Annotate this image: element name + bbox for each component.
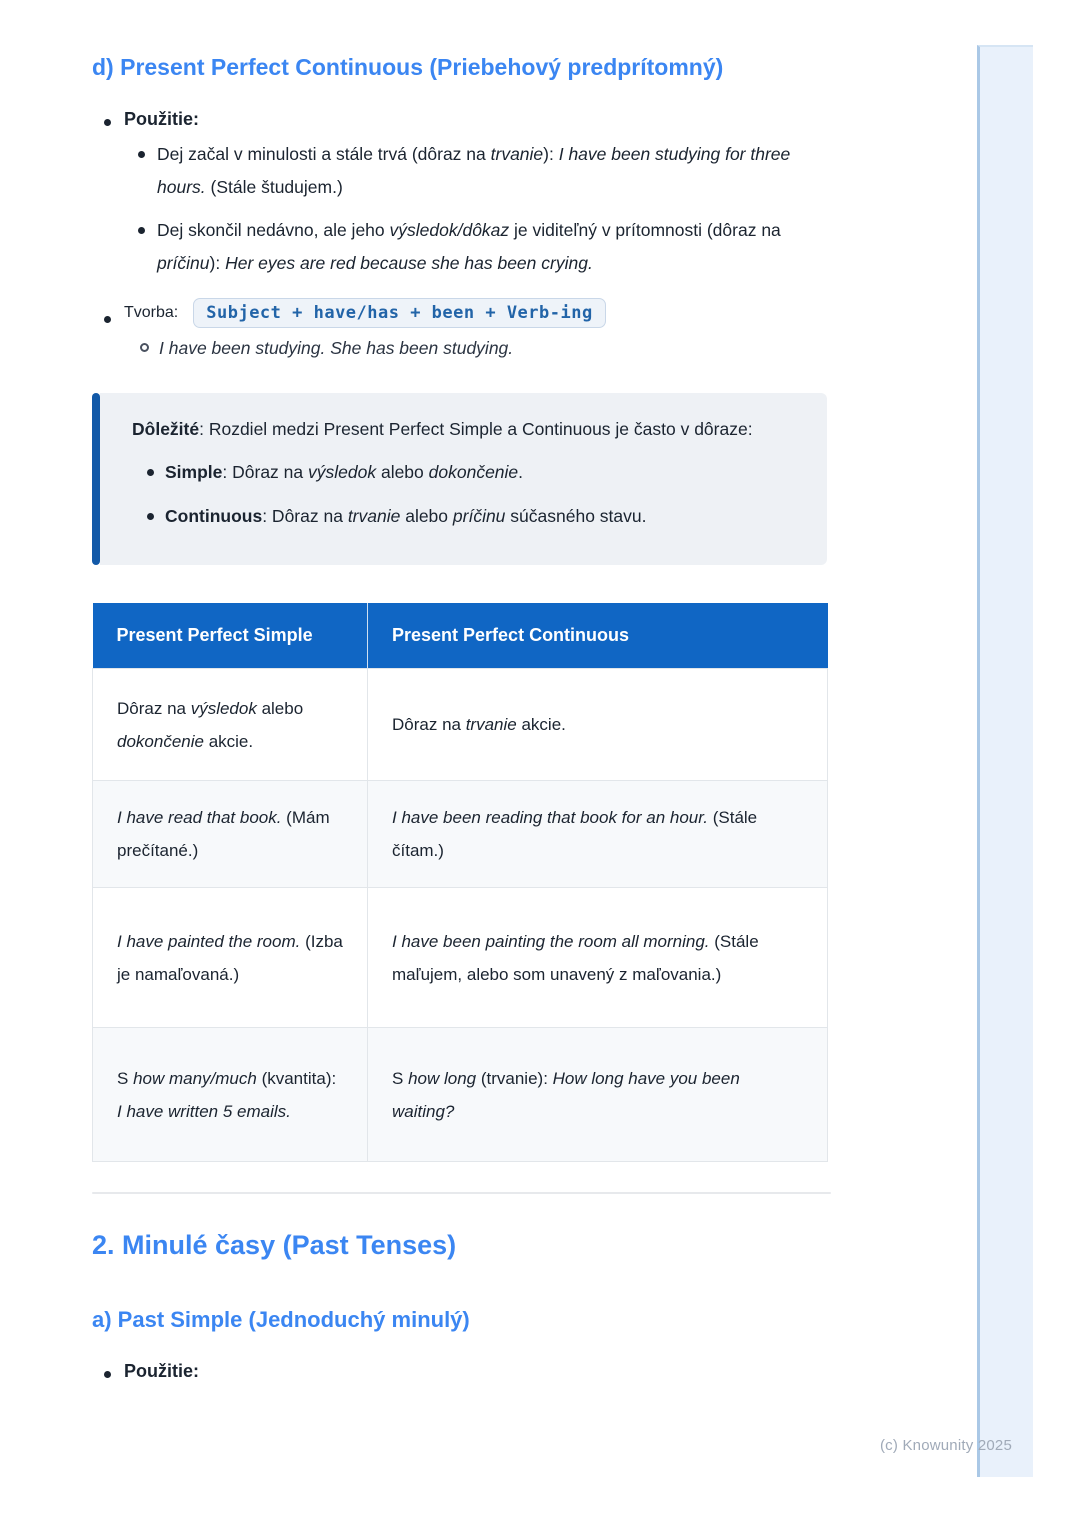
table-cell: I have painted the room. (Izba je namaľovaná.)	[93, 888, 368, 1028]
list-item-pouzitie	[92, 106, 827, 132]
document-content	[92, 0, 827, 1384]
callout-accent-bar	[92, 393, 100, 565]
table-cell: Dôraz na výsledok alebo dokončenie akcie.	[93, 669, 368, 781]
section-heading-present-perfect-continuous: d) Present Perfect Continuous (Priebehový predprítomný)	[92, 54, 724, 80]
callout-intro-text: Dôležité: Rozdiel medzi Present Perfect Simple a Continuous je často v dôraze:	[132, 419, 753, 439]
usage-item-duration	[92, 138, 827, 204]
section-heading-past-simple: a) Past Simple (Jednoduchý minulý)	[92, 1307, 470, 1332]
usage-item-result	[92, 214, 827, 280]
table-row	[93, 1028, 828, 1162]
circle-bullet-icon	[140, 343, 149, 352]
table-cell: I have been reading that book for an hour. (Stále čítam.)	[368, 781, 828, 888]
bullet-icon	[147, 469, 154, 476]
table-cell: S how long (trvanie): How long have you been waiting?	[368, 1028, 828, 1162]
callout-body	[100, 393, 827, 565]
table-header-simple: Present Perfect Simple	[93, 603, 368, 669]
bullet-icon	[138, 151, 145, 158]
bullet-icon	[138, 227, 145, 234]
table-header-row	[93, 603, 828, 669]
table-cell: Dôraz na trvanie akcie.	[368, 669, 828, 781]
table-cell: S how many/much (kvantita): I have written 5 emails.	[93, 1028, 368, 1162]
pouzitie-label: Použitie:	[124, 109, 199, 129]
bullet-icon	[104, 316, 111, 323]
callout-item-simple	[132, 456, 795, 489]
list-item-tvorba	[92, 298, 827, 328]
bullet-icon	[147, 513, 154, 520]
callout-dolezite	[92, 393, 827, 565]
comparison-table	[92, 603, 828, 1162]
usage-item-text: Dej skončil nedávno, ale jeho výsledok/dôkaz je viditeľný v prítomnosti (dôraz na príčinu): Her eyes are red because she has been crying.	[157, 220, 781, 273]
list-item-pouzitie-past	[92, 1358, 827, 1384]
callout-item-text: Simple: Dôraz na výsledok alebo dokončenie.	[165, 462, 524, 482]
usage-item-text: Dej začal v minulosti a stále trvá (dôraz na trvanie): I have been studying for three hours. (Stále študujem.)	[157, 144, 791, 197]
formula-example-item	[92, 332, 827, 365]
pouzitie-label: Použitie:	[124, 1361, 199, 1381]
table-row	[93, 669, 828, 781]
section-divider	[92, 1192, 831, 1194]
callout-item-text: Continuous: Dôraz na trvanie alebo príčinu súčasného stavu.	[165, 506, 647, 526]
chapter-heading-past-tenses: 2. Minulé časy (Past Tenses)	[92, 1230, 457, 1260]
bullet-icon	[104, 1371, 111, 1378]
table-row	[93, 888, 828, 1028]
bullet-icon	[104, 119, 111, 126]
copyright-notice: (c) Knowunity 2025	[879, 1437, 1012, 1454]
table-row	[93, 781, 828, 888]
table-cell: I have been painting the room all morning. (Stále maľujem, alebo som unavený z maľovania.)	[368, 888, 828, 1028]
callout-item-continuous	[132, 500, 795, 533]
table-cell: I have read that book. (Mám prečítané.)	[93, 781, 368, 888]
table-header-continuous: Present Perfect Continuous	[368, 603, 828, 669]
scrollbar-track[interactable]	[977, 45, 1033, 1477]
formula-code: Subject + have/has + been + Verb-ing	[193, 298, 605, 328]
tvorba-label: Tvorba:	[124, 304, 179, 321]
formula-example-text: I have been studying. She has been studying.	[159, 338, 514, 358]
